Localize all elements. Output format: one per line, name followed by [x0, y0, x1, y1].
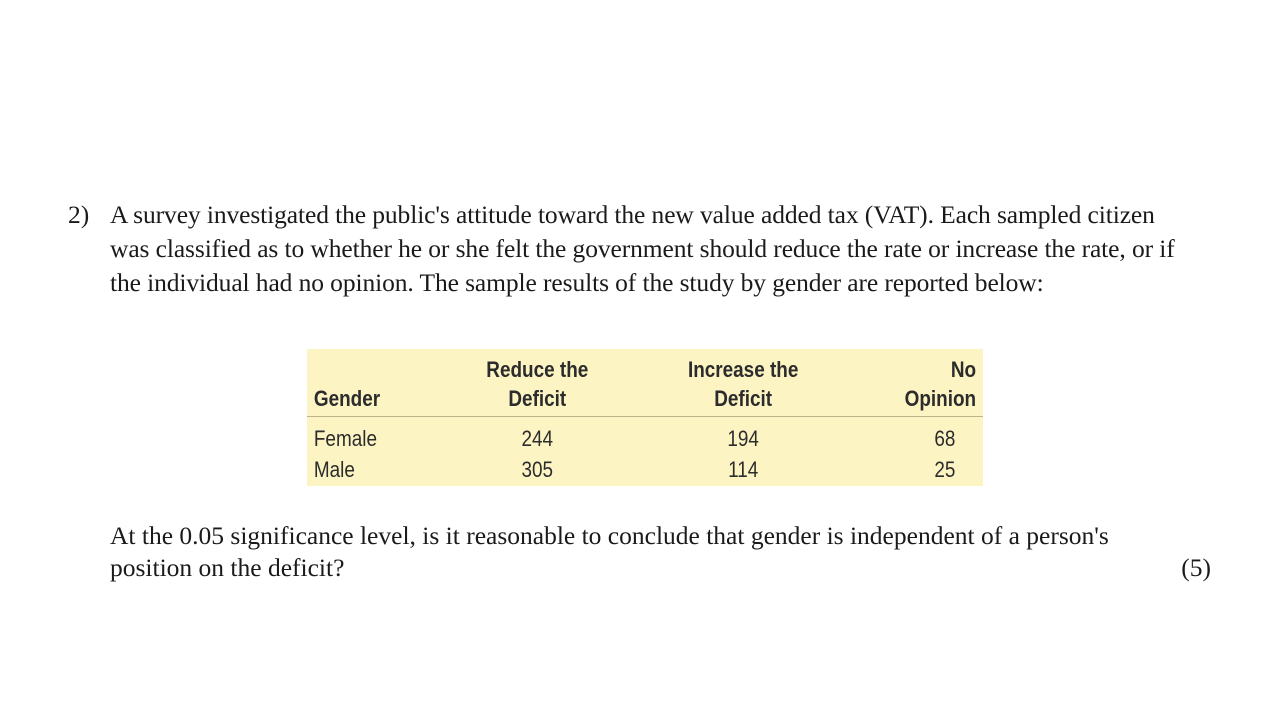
header-reduce-line-1: Reduce the [486, 357, 589, 382]
table-row [307, 454, 983, 485]
question-text [110, 198, 1270, 300]
header-no-opinion [869, 349, 983, 417]
header-reduce-deficit [457, 349, 617, 417]
header-gender: Gender [313, 386, 381, 411]
question-number: 2) [68, 200, 90, 229]
table-row [307, 417, 983, 455]
question-text-line-1: A survey investigated the public's attitude toward the new value added tax (VAT). Each sampled citizen [110, 200, 1155, 229]
header-noop-line-1: No [950, 357, 977, 382]
header-reduce-line-2: Deficit [508, 386, 567, 411]
header-increase-line-1: Increase the [687, 357, 799, 382]
marks-label: (5) [1181, 553, 1211, 582]
cell-no-opinion: 25 [934, 457, 956, 482]
question-text-line-2: was classified as to whether he or she felt the government should reduce the rate or increase the rate, or if [110, 234, 1175, 263]
cell-increase: 114 [728, 457, 759, 482]
cell-gender: Male [313, 457, 355, 482]
question-text-line-3: the individual had no opinion. The sample results of the study by gender are reported below: [110, 268, 1044, 297]
cell-increase: 194 [727, 426, 759, 451]
cell-reduce: 305 [521, 457, 554, 482]
header-increase-deficit [617, 349, 869, 417]
header-increase-line-2: Deficit [714, 386, 773, 411]
follow-up-line-1: At the 0.05 significance level, is it reasonable to conclude that gender is independent of a person's [110, 521, 1109, 550]
follow-up-question [110, 520, 1220, 584]
header-noop-line-2: Opinion [904, 386, 977, 411]
cell-no-opinion: 68 [934, 426, 956, 451]
contingency-table [307, 349, 983, 485]
table-header-row [307, 349, 983, 417]
cell-reduce: 244 [521, 426, 554, 451]
cell-gender: Female [313, 426, 377, 451]
contingency-table-box [307, 349, 983, 486]
follow-up-line-2: position on the deficit? [110, 553, 345, 582]
